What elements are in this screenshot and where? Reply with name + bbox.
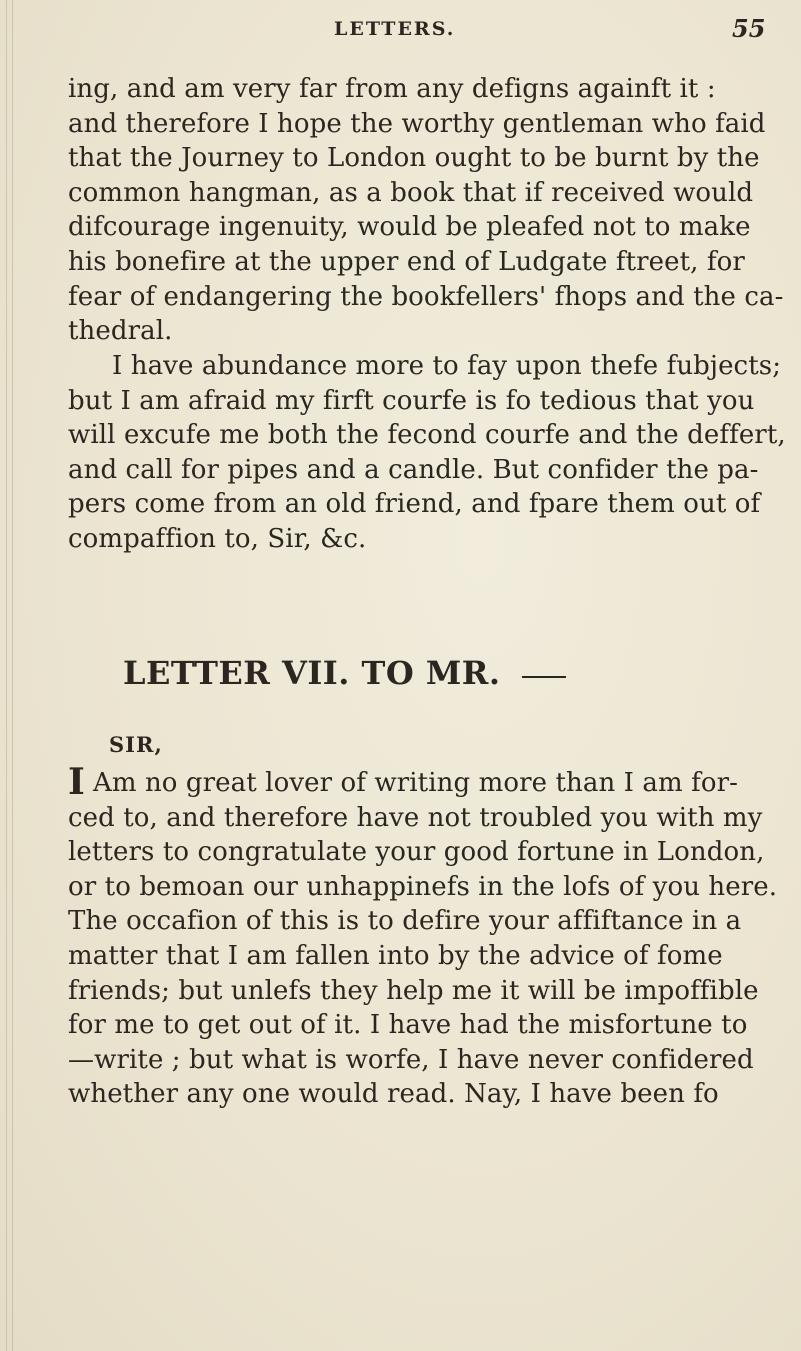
letter-heading: LETTER VII. TO MR. [123,654,501,692]
heading-dash-rule [522,676,566,678]
running-head [0,4,801,54]
text-line: thedral. [68,316,173,347]
page-number: 55 [732,14,766,43]
text-line: compaffion to, Sir, &c. [68,523,367,554]
salutation: SIR, [109,732,163,757]
text-line: letters to congratulate your good fortune in London, [68,837,765,868]
text-line: or to bemoan our unhappinefs in the lofs of you here. [68,871,778,902]
page-edge-line [6,0,7,1351]
text-line: ing, and am very far from any defigns againft it : [68,74,716,104]
text-line: and therefore I hope the worthy gentleman who faid [68,108,766,139]
text-line: I have abundance more to fay upon thefe fubjects; [112,351,782,381]
letter-body [68,761,778,1112]
page-edge-line [12,0,13,1351]
running-head-title: LETTERS. [334,18,456,40]
text-line: The occafion of this is to defire your affiftance in a [68,906,742,937]
drop-cap: I [68,761,85,803]
text-line: will excufe me both the fecond courfe and the deffert, [68,420,786,451]
paragraph-closing [68,349,786,557]
text-line: fear of endangering the bookfellers' fhops and the ca- [68,281,784,312]
text-line: for me to get out of it. I have had the misfortune to [68,1010,748,1041]
first-line [68,761,768,803]
paragraph-continued [68,72,784,349]
text-line: and call for pipes and a candle. But confider the pa- [68,454,759,485]
text-line: difcourage ingenuity, would be pleafed not to make [68,212,751,243]
text-line: pers come from an old friend, and fpare them out of [68,489,761,520]
text-line: his bonefire at the upper end of Ludgate ftreet, for [68,246,745,277]
text-line: ced to, and therefore have not troubled you with my [68,802,763,833]
text-line: but I am afraid my firft courfe is fo tedious that you [68,385,755,416]
text-line: common hangman, as a book that if received would [68,177,754,208]
text-line: —write ; but what is worfe, I have never confidered [68,1044,754,1075]
text-line: that the Journey to London ought to be burnt by the [68,143,760,174]
text-line: whether any one would read. Nay, I have been fo [68,1079,719,1110]
first-line-text: Am no great lover of writing more than I am for- [92,768,739,798]
text-line: friends; but unlefs they help me it will be impoffible [68,975,759,1006]
text-line: matter that I am fallen into by the advice of fome [68,940,723,971]
